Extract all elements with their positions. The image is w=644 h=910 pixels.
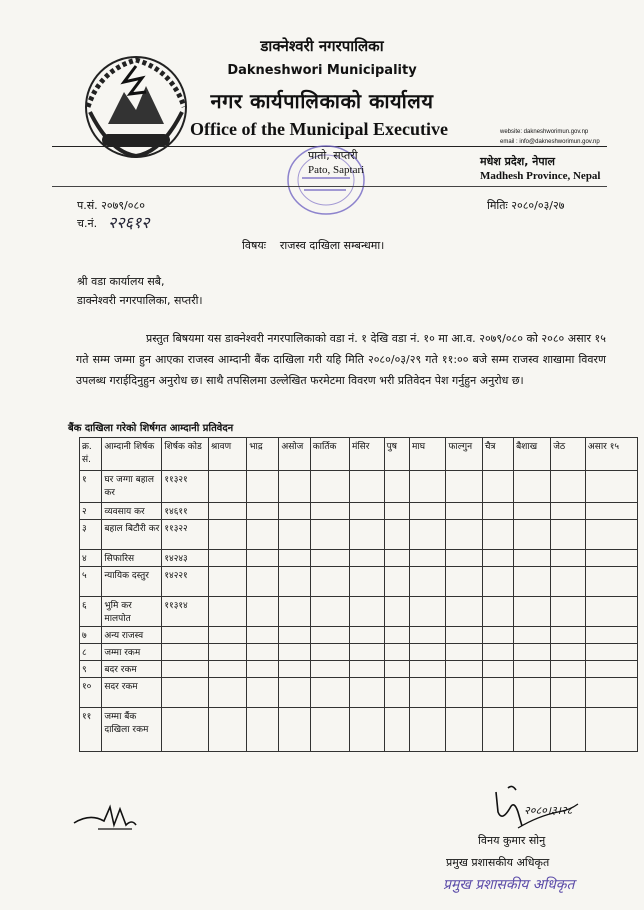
table-cell [384,597,409,627]
table-cell [551,503,586,520]
table-cell [162,678,209,708]
table-cell [247,627,279,644]
table-header-cell: चैत्र [482,438,513,471]
table-cell [247,567,279,597]
table-row [80,550,638,567]
table-cell [279,627,310,644]
table-cell [551,550,586,567]
table-cell [384,503,409,520]
table-cell: जम्मा रकम [102,644,162,661]
table-cell [384,708,409,752]
table-cell [208,597,246,627]
table-header-cell: बैशाख [514,438,551,471]
table-cell [247,644,279,661]
table-cell [310,627,349,644]
table-cell [514,644,551,661]
email-text: email : info@dakneshworimun.gov.np [500,139,600,145]
contact-info [500,127,600,147]
table-cell [585,597,637,627]
table-cell [514,597,551,627]
table-header-cell: असोज [279,438,310,471]
table-cell [482,708,513,752]
table-cell [514,520,551,550]
table-cell [208,550,246,567]
table-cell: जम्मा बैंक दाखिला रकम [102,708,162,752]
table-cell [551,708,586,752]
table-cell [208,471,246,503]
table-cell [585,520,637,550]
table-cell: ११३२२ [162,520,209,550]
table-cell [410,708,446,752]
table-cell [482,471,513,503]
table-cell [514,503,551,520]
table-cell [310,597,349,627]
province-nepali: मधेश प्रदेश, नेपाल [480,155,555,168]
table-cell [349,627,384,644]
table-cell [410,597,446,627]
table-cell [514,708,551,752]
table-cell [482,520,513,550]
table-cell: बदर रकम [102,661,162,678]
table-cell [208,708,246,752]
table-cell: घर जग्गा बहाल कर [102,471,162,503]
table-cell [349,520,384,550]
table-cell [310,520,349,550]
table-row [80,597,638,627]
table-cell [446,503,482,520]
table-row [80,503,638,520]
table-cell [162,708,209,752]
table-cell [585,678,637,708]
table-cell [410,644,446,661]
table-cell [162,644,209,661]
table-cell [551,520,586,550]
table-cell [279,550,310,567]
table-cell [514,678,551,708]
table-cell [279,567,310,597]
table-cell [349,678,384,708]
table-cell: ५ [80,567,102,597]
table-cell [247,708,279,752]
letter-date: मितिः २०८०/०३/२७ [487,199,565,212]
table-cell [162,661,209,678]
table-cell [384,471,409,503]
table-cell [446,567,482,597]
table-cell [279,503,310,520]
table-cell [410,661,446,678]
table-cell [446,597,482,627]
table-cell: ९ [80,661,102,678]
table-cell [482,627,513,644]
table-cell [247,550,279,567]
designation-stamp: प्रमुख प्रशासकीय अधिकृत [443,877,575,893]
table-cell [310,550,349,567]
table-cell [410,567,446,597]
table-cell [279,644,310,661]
table-cell [208,661,246,678]
table-cell: भुमि कर मालपोत [102,597,162,627]
table-header-cell: जेठ [551,438,586,471]
table-cell [208,503,246,520]
table-cell: न्यायिक दस्तुर [102,567,162,597]
province-english: Madhesh Province, Nepal [480,170,601,182]
table-cell: १४६११ [162,503,209,520]
table-row [80,567,638,597]
table-cell: १० [80,678,102,708]
table-cell [349,661,384,678]
handwritten-date: २०८०।३।२८ [524,804,573,817]
table-header-cell: फाल्गुन [446,438,482,471]
table-row [80,661,638,678]
table-cell [384,678,409,708]
table-cell: ११३१४ [162,597,209,627]
table-cell [446,471,482,503]
table-cell [446,678,482,708]
table-cell [585,627,637,644]
table-cell [514,661,551,678]
municipality-name-nepali: डाक्नेश्वरी नगरपालिका [260,37,384,55]
table-header-cell: श्रावण [208,438,246,471]
chalani-number-handwritten: २२६१२ [108,213,150,232]
table-cell: बहाल बिटौरी कर [102,520,162,550]
table-cell [279,597,310,627]
table-cell: ६ [80,597,102,627]
table-cell: ११ [80,708,102,752]
table-cell [446,627,482,644]
table-cell [349,644,384,661]
table-cell [482,678,513,708]
table-cell: ११३२१ [162,471,209,503]
table-cell [310,644,349,661]
table-cell [310,708,349,752]
table-cell [349,550,384,567]
table-cell [310,471,349,503]
table-cell [551,471,586,503]
table-cell [247,471,279,503]
table-row [80,708,638,752]
table-cell [410,503,446,520]
table-cell [279,471,310,503]
table-cell: ३ [80,520,102,550]
table-cell [247,678,279,708]
table-cell [410,627,446,644]
municipality-name-english: Dakneshwori Municipality [227,63,417,78]
table-header-cell: पुष [384,438,409,471]
table-cell [551,567,586,597]
table-cell [551,597,586,627]
table-cell [208,644,246,661]
table-cell [349,708,384,752]
table-cell [446,661,482,678]
table-cell [514,550,551,567]
table-cell: १४२४३ [162,550,209,567]
table-cell [482,503,513,520]
table-cell [279,708,310,752]
header-divider-2 [52,186,607,187]
signer-title: प्रमुख प्रशासकीय अधिकृत [446,856,550,869]
table-cell [349,503,384,520]
table-cell [349,567,384,597]
table-cell [585,567,637,597]
table-cell [384,567,409,597]
office-name-nepali: नगर कार्यपालिकाको कार्यालय [210,89,434,113]
patra-sankhya: प.सं. २०७९/०८० [77,199,145,212]
table-cell [551,644,586,661]
table-cell [585,708,637,752]
table-cell: १ [80,471,102,503]
table-cell [446,708,482,752]
table-cell: सदर रकम [102,678,162,708]
table-cell [384,520,409,550]
table-cell [514,627,551,644]
table-cell [551,678,586,708]
table-row [80,520,638,550]
table-cell [446,520,482,550]
table-cell: ७ [80,627,102,644]
table-cell [247,503,279,520]
table-cell [310,503,349,520]
table-cell [446,550,482,567]
table-cell [384,627,409,644]
table-cell: सिफारिस [102,550,162,567]
table-cell [585,644,637,661]
table-cell: ४ [80,550,102,567]
table-cell [279,520,310,550]
table-cell [585,503,637,520]
table-row [80,644,638,661]
table-cell [384,644,409,661]
table-cell: ८ [80,644,102,661]
table-cell [384,661,409,678]
table-cell [208,567,246,597]
revenue-report-table [79,437,638,752]
table-cell [446,644,482,661]
place-english: Pato, Saptari [308,164,365,176]
table-header-cell: असार १५ [585,438,637,471]
table-cell [585,471,637,503]
table-row [80,471,638,503]
signer-name: विनय कुमार सोनु [478,834,546,847]
table-cell [514,471,551,503]
table-cell [410,520,446,550]
table-title: बैंक दाखिला गरेको शिर्षगत आम्दानी प्रतिवेदन [68,423,234,434]
table-cell [162,627,209,644]
table-cell [514,567,551,597]
table-cell [279,661,310,678]
table-cell [384,550,409,567]
table-cell [585,550,637,567]
table-header-cell: क्र. सं. [80,438,102,471]
recipient-line-1: श्री वडा कार्यालय सबै, [77,275,165,288]
table-cell [310,567,349,597]
table-cell [482,597,513,627]
table-cell [585,661,637,678]
place-nepali: पातो, सप्तरी [308,149,358,162]
table-cell [482,644,513,661]
table-cell [310,678,349,708]
table-cell [349,597,384,627]
table-header-cell: शिर्षक कोड [162,438,209,471]
table-cell [208,627,246,644]
table-cell [208,678,246,708]
table-cell: व्यवसाय कर [102,503,162,520]
table-cell [482,550,513,567]
table-cell [410,471,446,503]
table-cell [349,471,384,503]
table-cell [410,678,446,708]
table-cell [279,678,310,708]
chalani-label: च.नं. [77,217,98,230]
table-cell [247,661,279,678]
table-body [80,471,638,752]
table-cell [247,520,279,550]
recipient-line-2: डाक्नेश्वरी नगरपालिका, सप्तरी। [77,294,203,307]
table-row [80,627,638,644]
table-cell: अन्य राजस्व [102,627,162,644]
table-row [80,678,638,708]
website-text: website: dakneshworimun.gov.np [500,129,589,135]
table-header-row [80,438,638,471]
table-cell [482,567,513,597]
table-cell [247,597,279,627]
table-header-cell: मंसिर [349,438,384,471]
table-header-cell: आम्दानी शिर्षक [102,438,162,471]
table-header-cell: कार्तिक [310,438,349,471]
office-name-english: Office of the Municipal Executive [190,119,448,139]
table-cell: २ [80,503,102,520]
letter-subject: विषयः राजस्व दाखिला सम्बन्धमा। [242,239,385,252]
table-cell [482,661,513,678]
table-cell [310,661,349,678]
table-cell [551,627,586,644]
initial-signature [70,795,140,835]
letter-body: प्रस्तुत बिषयमा यस डाक्नेश्वरी नगरपालिकाको वडा नं. १ देखि वडा नं. १० मा आ.व. २०७९/०८० को २०८० असार १५ गते सम्म जम्मा हुन आएका राजस्व आम्दानी बैंक दाखिला गरी यहि मिति २०८०/०३/२९ गते ११:०० बजे सम्म राजस्व शाखामा विवरण उपलब्ध गराईदिनुहुन अनुरोध छ। साथै तपसिलमा उल्लेखित फरमेटमा विवरण भरी प्रतिवेदन पेश गर्नुहुन अनुरोध छ। [76,332,606,387]
table-header-cell: भाद्र [247,438,279,471]
table-cell [208,520,246,550]
table-header-cell: माघ [410,438,446,471]
table-cell: १४२२१ [162,567,209,597]
table-cell [410,550,446,567]
table-cell [551,661,586,678]
